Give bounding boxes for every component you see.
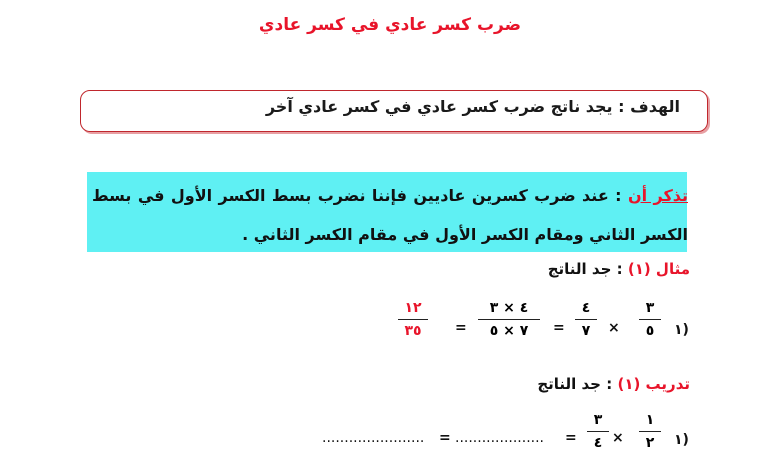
fraction-numerator: ٤ × ٣ bbox=[489, 300, 529, 316]
fraction-bar bbox=[639, 319, 661, 320]
example-result-fraction bbox=[396, 300, 430, 339]
exercise-index: ١) bbox=[674, 432, 689, 448]
fraction-numerator: ٣ bbox=[645, 300, 655, 316]
example-heading bbox=[548, 260, 690, 278]
fraction-bar bbox=[398, 319, 428, 320]
example-index: ١) bbox=[674, 322, 689, 338]
remember-statement bbox=[92, 176, 688, 254]
fraction-bar bbox=[587, 431, 609, 432]
exercise-heading bbox=[537, 375, 690, 393]
goal-text: يجد ناتج ضرب كسر عادي في كسر عادي آخر bbox=[265, 97, 613, 116]
page-title: ضرب كسر عادي في كسر عادي bbox=[258, 15, 522, 35]
fraction-bar bbox=[575, 319, 597, 320]
fraction-denominator: ٥ bbox=[645, 323, 655, 339]
example-label: مثال (١) bbox=[627, 260, 690, 278]
remember-label: تذكر أن bbox=[627, 186, 688, 205]
fraction-numerator: ١٢ bbox=[404, 300, 422, 316]
goal-label: الهدف : bbox=[618, 97, 680, 116]
fraction-denominator: ٧ × ٥ bbox=[489, 323, 529, 339]
fraction-denominator: ٧ bbox=[581, 323, 591, 339]
example-instruction: : جد الناتج bbox=[547, 260, 623, 278]
example-fraction-2 bbox=[574, 300, 598, 339]
example-fraction-3 bbox=[474, 300, 544, 339]
fraction-bar bbox=[478, 319, 540, 320]
fraction-numerator: ١ bbox=[645, 412, 655, 428]
equals-sign: = bbox=[553, 320, 565, 336]
answer-blank-1: .................... bbox=[455, 430, 545, 446]
exercise-fraction-2 bbox=[586, 412, 610, 451]
remember-text: : عند ضرب كسرين عاديين فإننا نضرب بسط الكسر الأول في بسط الكسر الثاني ومقام الكسر الأول في مقام الكسر الثاني . bbox=[92, 186, 688, 244]
equals-sign: = bbox=[439, 430, 451, 446]
equals-sign: = bbox=[455, 320, 467, 336]
answer-blank-2: ....................... bbox=[322, 430, 425, 446]
fraction-denominator: ٣٥ bbox=[404, 323, 422, 339]
fraction-denominator: ٤ bbox=[593, 435, 603, 451]
fraction-numerator: ٣ bbox=[593, 412, 603, 428]
example-fraction-1 bbox=[638, 300, 662, 339]
exercise-fraction-1 bbox=[638, 412, 662, 451]
fraction-denominator: ٢ bbox=[645, 435, 655, 451]
goal-statement bbox=[266, 97, 680, 116]
fraction-numerator: ٤ bbox=[581, 300, 591, 316]
exercise-label: تدريب (١) bbox=[617, 375, 690, 393]
equals-sign: = bbox=[565, 430, 577, 446]
multiply-sign: × bbox=[608, 320, 620, 336]
exercise-instruction: : جد الناتج bbox=[537, 375, 613, 393]
multiply-sign: × bbox=[612, 430, 624, 446]
fraction-bar bbox=[639, 431, 661, 432]
